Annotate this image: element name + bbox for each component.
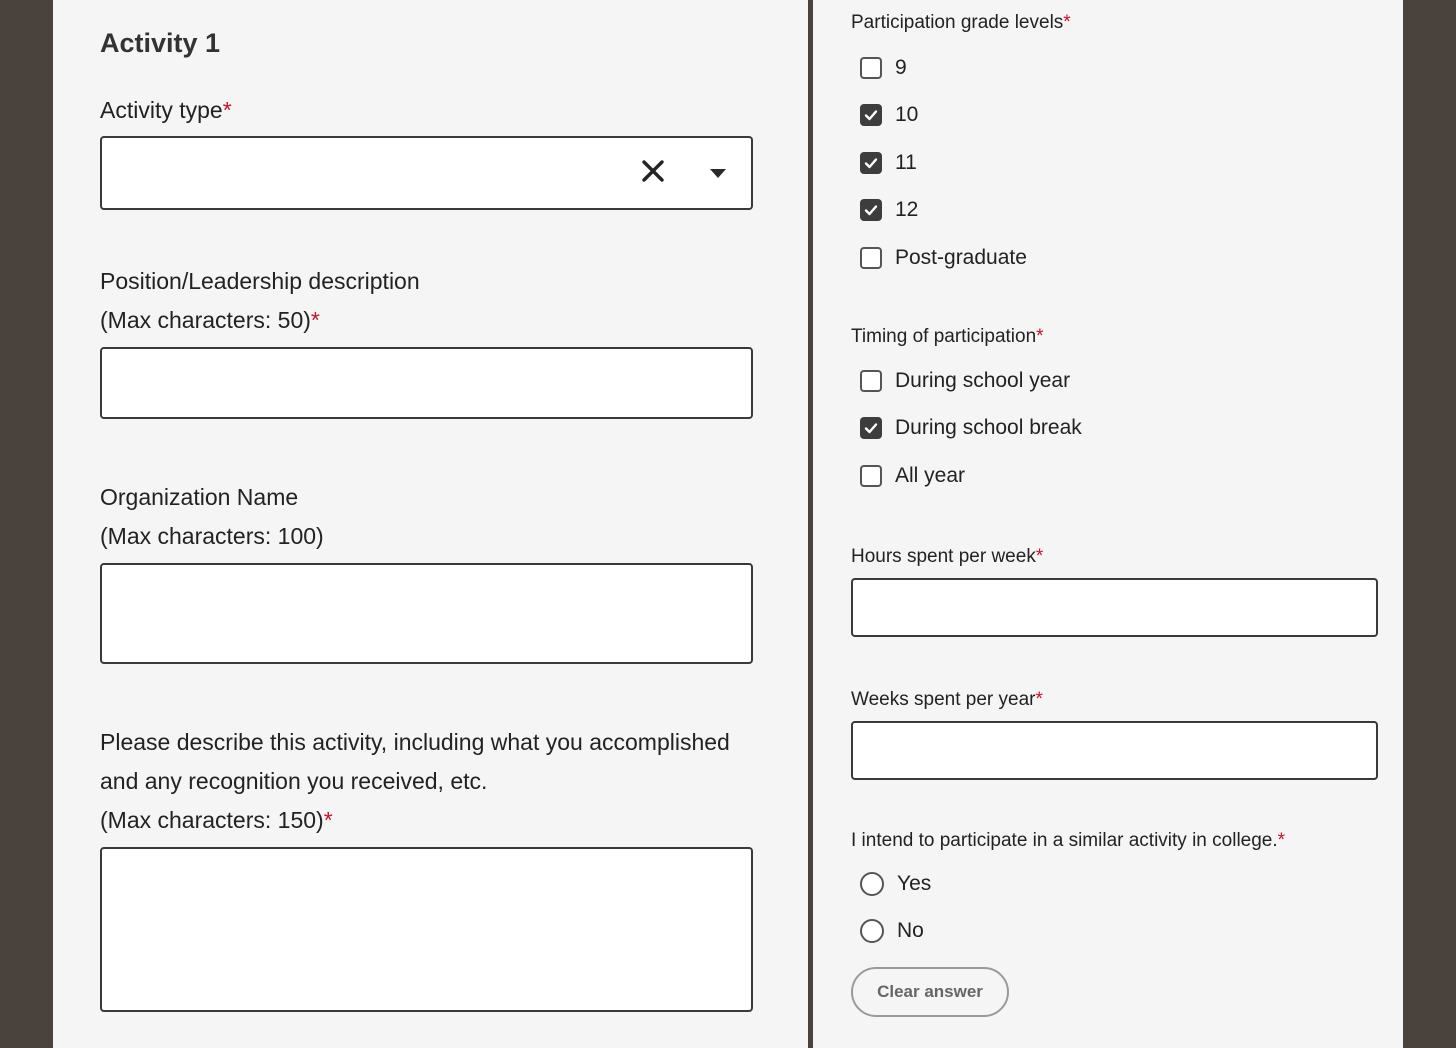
description-label-line2: and any recognition you received, etc. — [100, 768, 488, 794]
grade-option-label: 12 — [895, 198, 919, 221]
weeks-input[interactable] — [851, 721, 1378, 780]
checkbox[interactable] — [860, 247, 882, 269]
required-mark: * — [1035, 689, 1043, 710]
intend-label: I intend to participate in a similar activity in college.* — [851, 830, 1286, 851]
required-mark: * — [310, 307, 320, 333]
radio-button[interactable] — [860, 919, 884, 943]
radio-button[interactable] — [860, 872, 884, 896]
checkbox[interactable] — [860, 465, 882, 487]
timing-option-label: During school break — [895, 416, 1082, 439]
activity-type-combobox[interactable] — [100, 136, 753, 210]
grade-option-12[interactable] — [860, 195, 918, 225]
close-icon[interactable] — [640, 158, 666, 184]
activity-type-label: Activity type* — [100, 97, 232, 123]
intend-option-label: Yes — [897, 872, 932, 895]
required-mark: * — [1277, 830, 1286, 851]
position-input[interactable] — [100, 347, 753, 419]
clear-answer-button[interactable]: Clear answer — [851, 967, 1009, 1017]
grade-option-label: 10 — [895, 103, 919, 126]
grade-levels-label: Participation grade levels* — [851, 12, 1071, 33]
grade-option-post-graduate[interactable] — [860, 243, 1027, 273]
organization-label: Organization Name — [100, 484, 299, 510]
checkbox-checked[interactable] — [860, 104, 882, 126]
intend-option-no[interactable] — [860, 916, 924, 946]
timing-label: Timing of participation* — [851, 326, 1044, 347]
description-label-line1: Please describe this activity, including what you accomplished — [100, 729, 730, 755]
check-icon — [863, 420, 879, 436]
required-mark: * — [222, 97, 232, 123]
timing-option-label: All year — [895, 464, 966, 487]
checkbox[interactable] — [860, 57, 882, 79]
description-max-label: (Max characters: 150)* — [100, 807, 333, 833]
activity-title: Activity 1 — [100, 28, 221, 58]
grade-option-label: Post-graduate — [895, 246, 1027, 269]
left-form-panel — [53, 0, 808, 1048]
position-max-label: (Max characters: 50)* — [100, 307, 320, 333]
grade-option-10[interactable] — [860, 100, 918, 130]
timing-option-school-break[interactable] — [860, 413, 1082, 443]
checkbox-checked[interactable] — [860, 152, 882, 174]
required-mark: * — [1036, 326, 1044, 347]
grade-option-9[interactable] — [860, 53, 907, 83]
check-icon — [863, 202, 879, 218]
required-mark: * — [323, 807, 333, 833]
grade-option-11[interactable] — [860, 148, 917, 178]
timing-option-school-year[interactable] — [860, 366, 1070, 396]
required-mark: * — [1063, 12, 1071, 33]
organization-input[interactable] — [100, 563, 753, 664]
required-mark: * — [1035, 546, 1044, 567]
check-icon — [863, 155, 879, 171]
intend-option-label: No — [897, 919, 924, 942]
timing-option-all-year[interactable] — [860, 461, 965, 491]
description-textarea[interactable] — [100, 847, 753, 1012]
checkbox[interactable] — [860, 370, 882, 392]
position-label: Position/Leadership description — [100, 268, 420, 294]
grade-option-label: 11 — [895, 151, 917, 174]
organization-max-label: (Max characters: 100) — [100, 523, 324, 549]
hours-input[interactable] — [851, 578, 1378, 637]
chevron-down-icon[interactable] — [710, 169, 726, 178]
grade-option-label: 9 — [895, 56, 907, 79]
timing-option-label: During school year — [895, 369, 1071, 392]
check-icon — [863, 107, 879, 123]
hours-label: Hours spent per week* — [851, 546, 1044, 567]
checkbox-checked[interactable] — [860, 199, 882, 221]
right-form-panel — [813, 0, 1403, 1048]
checkbox-checked[interactable] — [860, 417, 882, 439]
weeks-label: Weeks spent per year* — [851, 689, 1043, 710]
intend-option-yes[interactable] — [860, 869, 931, 899]
